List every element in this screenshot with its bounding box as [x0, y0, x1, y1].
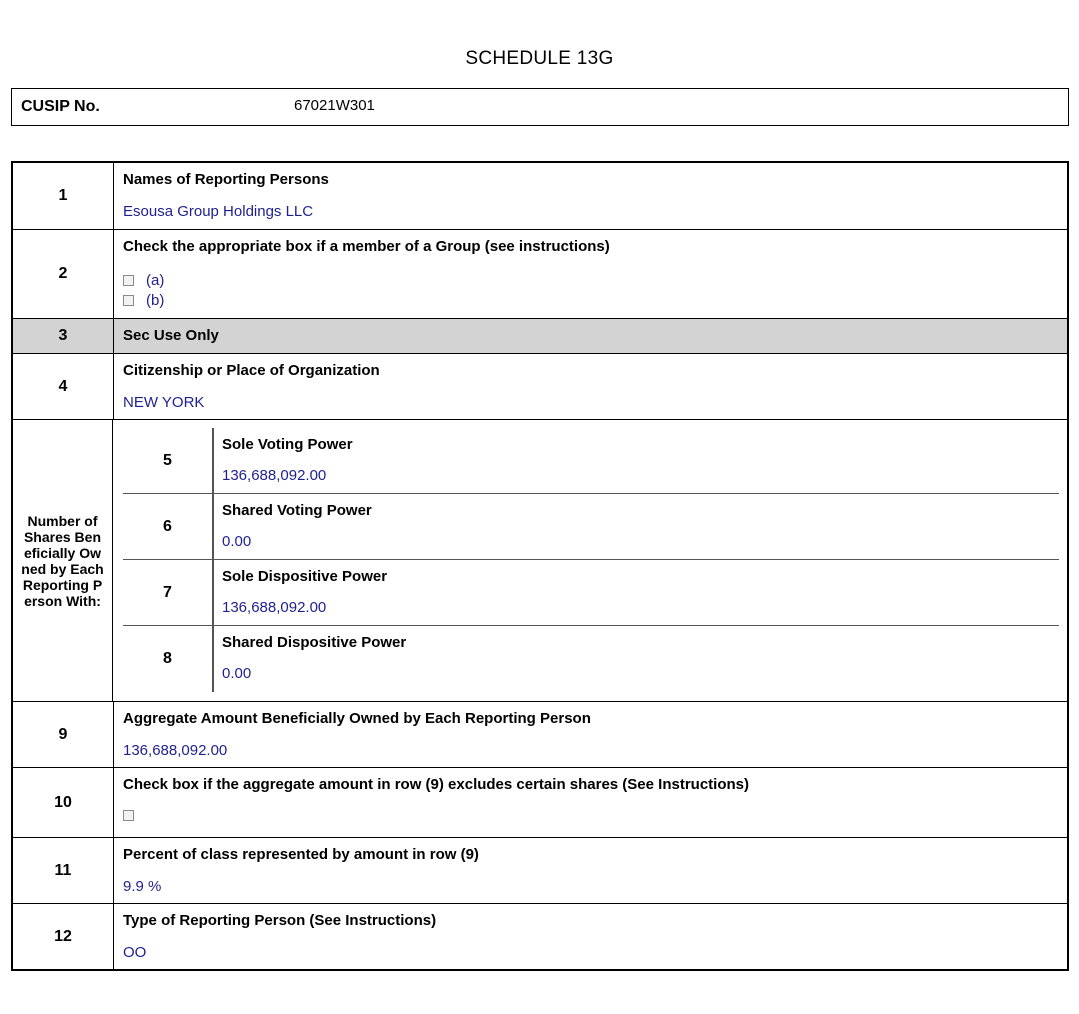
row-11 [13, 838, 1067, 904]
shared-dispositive-value: 0.00 [222, 665, 252, 682]
sole-voting-label: Sole Voting Power [222, 436, 353, 453]
option-a-label: (a) [146, 272, 165, 289]
row-number: 8 [123, 626, 214, 692]
row-6 [123, 494, 1059, 560]
option-b-label: (b) [146, 292, 165, 309]
shared-voting-label: Shared Voting Power [222, 502, 372, 519]
row-number: 11 [13, 838, 114, 903]
reporting-persons-label: Names of Reporting Persons [123, 171, 329, 188]
row-number: 1 [13, 163, 114, 229]
row-1 [13, 163, 1067, 230]
row-8 [123, 626, 1059, 692]
row-number: 4 [13, 354, 114, 419]
sec-use-only-label: Sec Use Only [123, 327, 219, 344]
row-number: 6 [123, 494, 214, 559]
row-number: 7 [123, 560, 214, 625]
reporting-type-label: Type of Reporting Person (See Instructions) [123, 912, 437, 929]
row-3 [13, 319, 1067, 354]
aggregate-amount-label: Aggregate Amount Beneficially Owned by Each Reporting Person [123, 710, 591, 727]
sole-dispositive-value: 136,688,092.00 [222, 599, 327, 616]
row-9 [13, 702, 1067, 768]
page-title: SCHEDULE 13G [465, 48, 614, 69]
row-number: 9 [13, 702, 114, 767]
reporting-type-value: OO [123, 944, 147, 961]
group-member-label: Check the appropriate box if a member of a Group (see instructions) [123, 238, 610, 255]
checkbox-b[interactable] [123, 295, 134, 306]
row-4 [13, 354, 1067, 420]
row-number: 3 [13, 319, 114, 353]
percent-class-label: Percent of class represented by amount in row (9) [123, 846, 479, 863]
shares-side-label: Number of Shares Beneficially Owned by Each Reporting Person With: [13, 420, 113, 701]
shared-dispositive-label: Shared Dispositive Power [222, 634, 407, 651]
sole-dispositive-label: Sole Dispositive Power [222, 568, 388, 585]
row-number: 12 [13, 904, 114, 969]
excludes-shares-checkbox[interactable] [123, 810, 134, 821]
reporting-persons-value: Esousa Group Holdings LLC [123, 203, 314, 220]
excludes-shares-label: Check box if the aggregate amount in row (9) excludes certain shares (See Instructions) [123, 776, 749, 793]
cover-page-table [11, 161, 1069, 971]
aggregate-amount-value: 136,688,092.00 [123, 742, 228, 759]
cusip-value: 67021W301 [294, 97, 375, 114]
citizenship-value: NEW YORK [123, 394, 205, 411]
cusip-label: CUSIP No. [21, 98, 100, 115]
percent-class-value: 9.9 % [123, 878, 162, 895]
excludes-shares-option[interactable] [123, 810, 146, 821]
citizenship-label: Citizenship or Place of Organization [123, 362, 380, 379]
shared-voting-value: 0.00 [222, 533, 252, 550]
checkbox-a[interactable] [123, 275, 134, 286]
row-7 [123, 560, 1059, 626]
row-5 [123, 428, 1059, 494]
row-12 [13, 904, 1067, 969]
row-10 [13, 768, 1067, 838]
shares-section [13, 420, 1067, 702]
sole-voting-value: 136,688,092.00 [222, 467, 327, 484]
cusip-box [11, 88, 1069, 126]
group-option-b[interactable] [123, 292, 164, 309]
row-2 [13, 230, 1067, 319]
group-option-a[interactable] [123, 272, 164, 289]
row-number: 2 [13, 230, 114, 318]
row-number: 5 [123, 428, 214, 493]
row-number: 10 [13, 768, 114, 837]
